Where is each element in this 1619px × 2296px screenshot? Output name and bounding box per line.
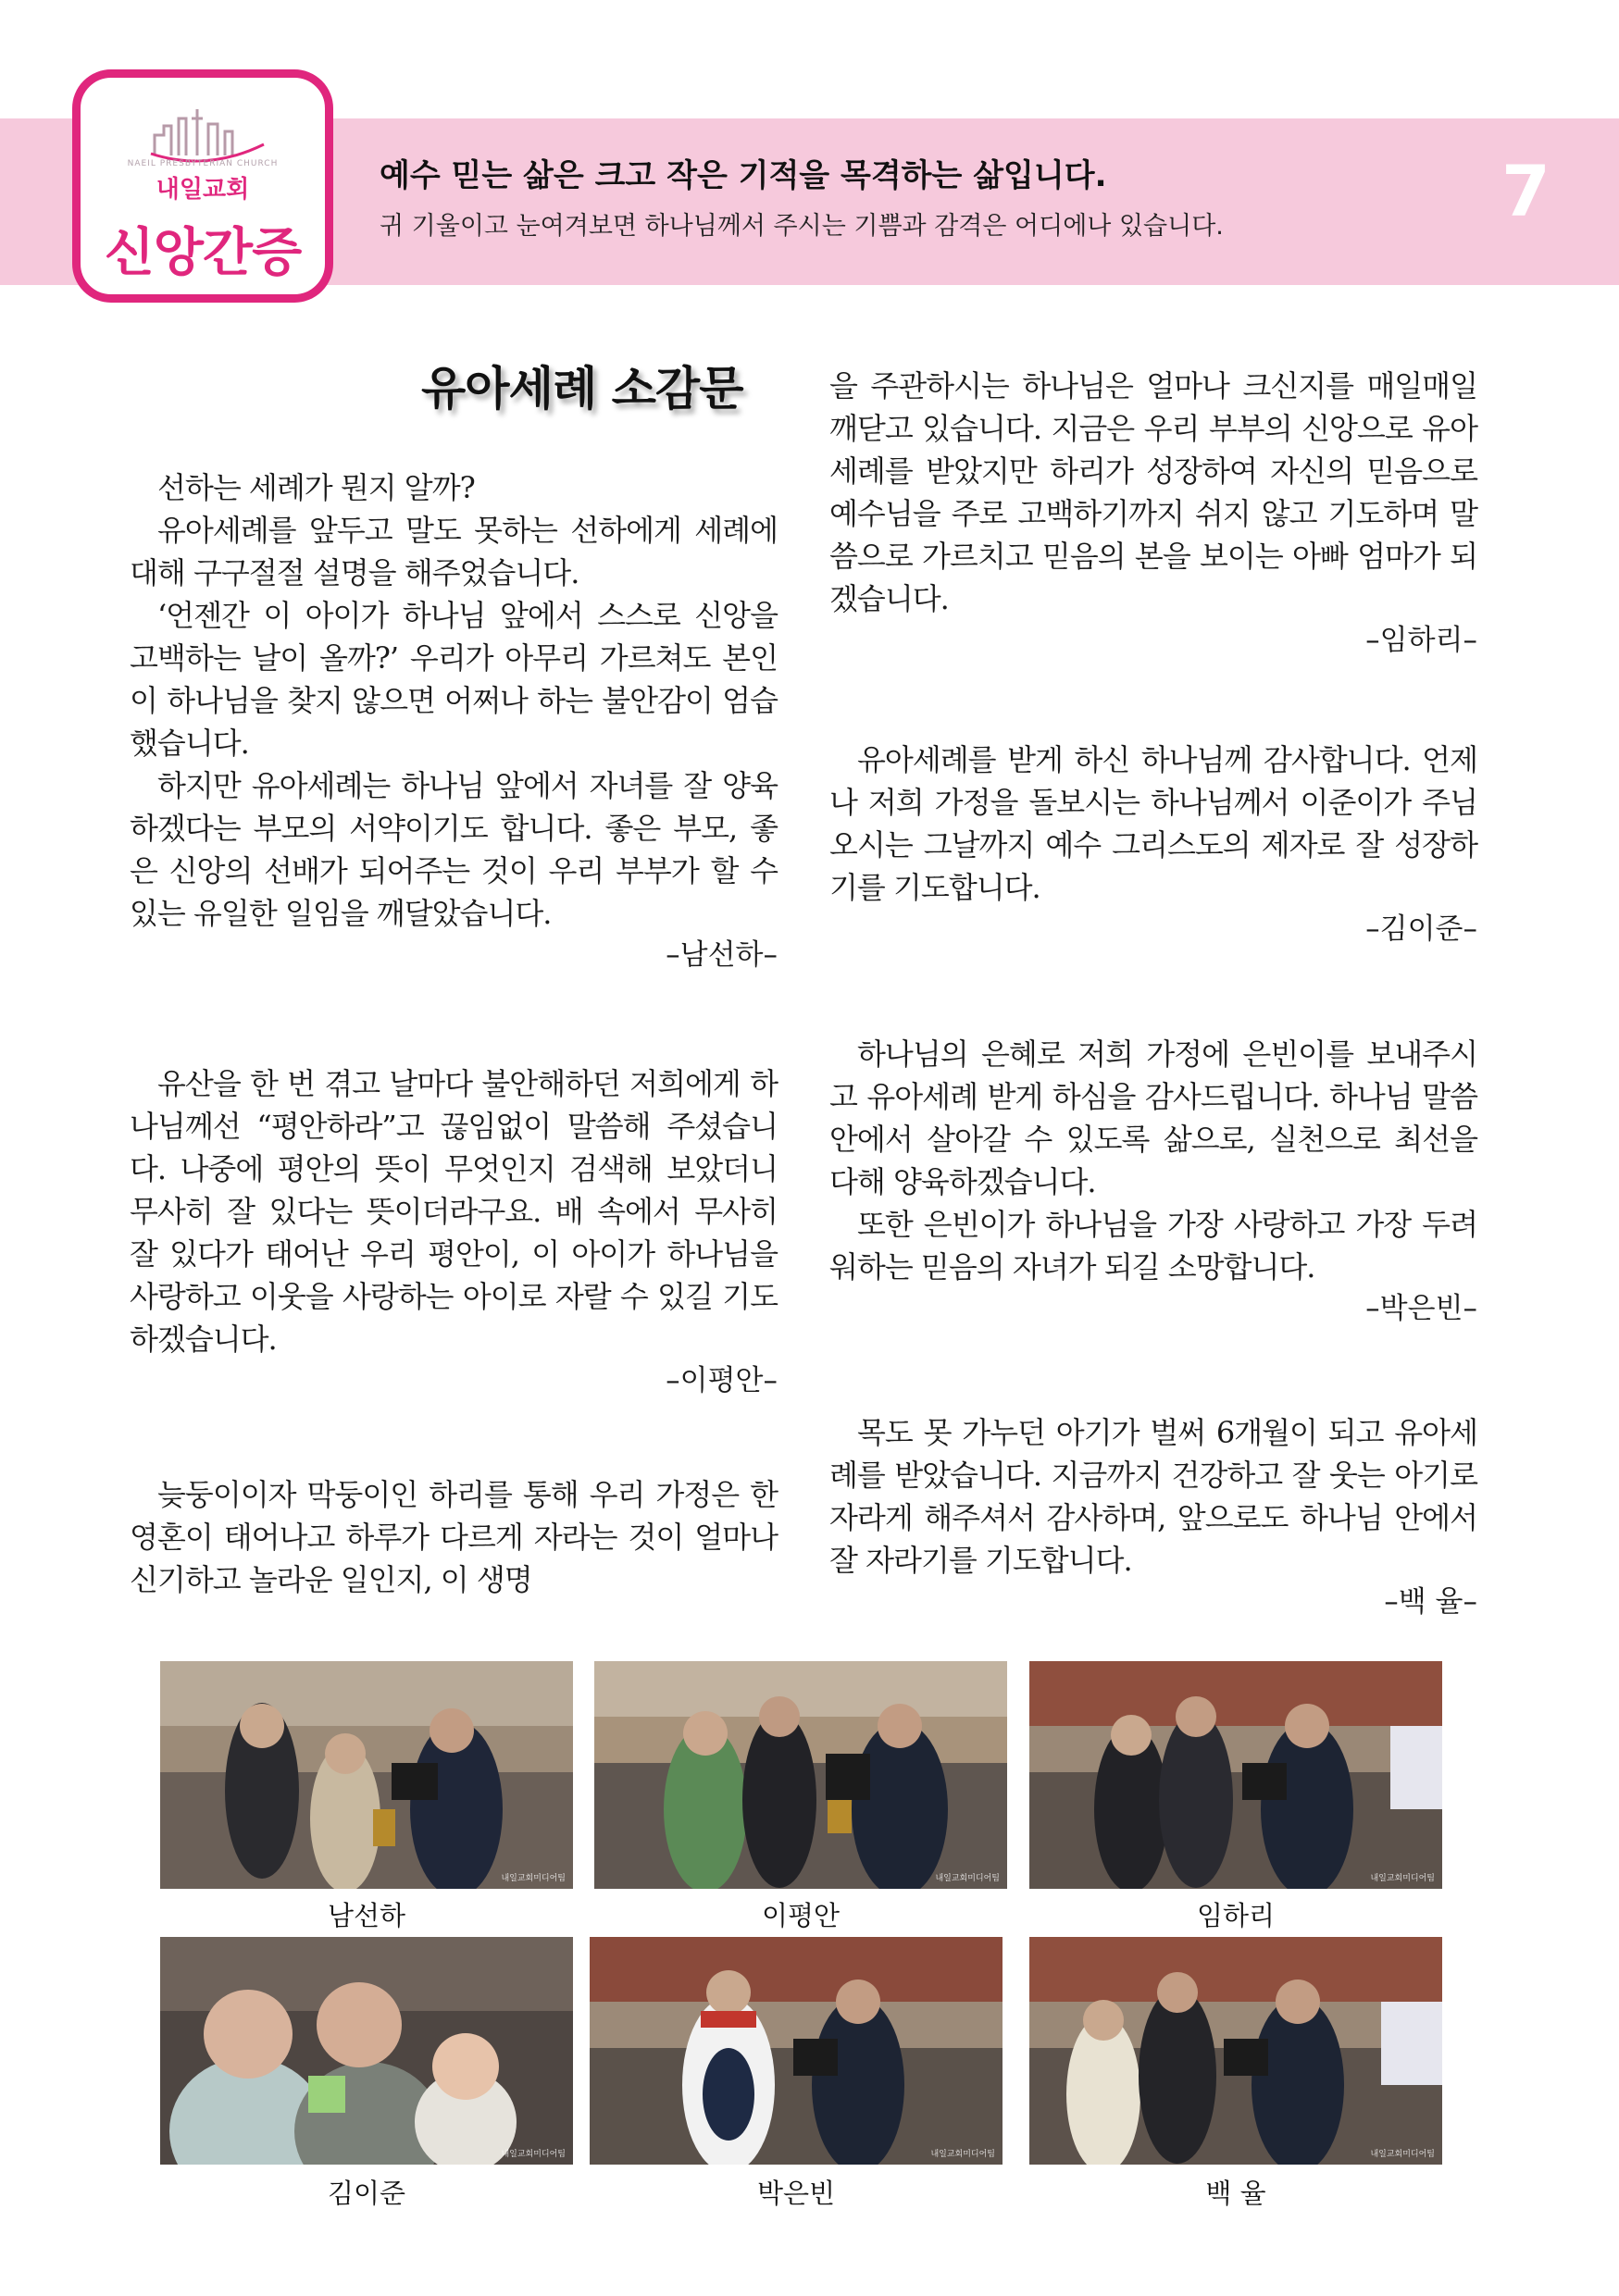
left-entry-3 <box>130 1473 778 1601</box>
photo-caption: 임하리 <box>1196 1900 1276 1931</box>
church-skyline-icon <box>147 98 268 163</box>
paragraph: 유아세례를 앞두고 말도 못하는 선하에게 세례에 대해 구구절절 설명을 해주었습니다. <box>130 513 778 590</box>
left-entry-2 <box>130 1062 778 1401</box>
photo-placeholder-icon <box>160 1661 573 1889</box>
section-name: 신앙간증 <box>104 223 302 283</box>
article-title: 유아세례 소감문 <box>421 362 743 416</box>
baptism-photo <box>160 1661 573 1889</box>
photo-placeholder-icon <box>160 1937 573 2165</box>
photo-placeholder-icon <box>1029 1937 1442 2165</box>
photo-placeholder-icon <box>1029 1661 1442 1889</box>
photo-watermark: 내일교회미디어팀 <box>501 1874 566 1883</box>
signature: –남선하– <box>666 938 778 972</box>
paragraph: 늦둥이이자 막둥이인 하리를 통해 우리 가정은 한 영혼이 태어나고 하루가 다르게 자라는 것이 얼마나 신기하고 놀라운 일인지, 이 생명 <box>130 1477 778 1597</box>
photo-watermark: 내일교회미디어팀 <box>930 2150 995 2159</box>
photo-watermark: 내일교회미디어팀 <box>935 1874 1000 1883</box>
signature: –임하리– <box>1365 624 1477 657</box>
photo-caption: 박은빈 <box>756 2178 836 2209</box>
paragraph: 을 주관하시는 하나님은 얼마나 크신지를 매일매일 깨닫고 있습니다. 지금은 우리 부부의 신앙으로 유아세례를 받았지만 하리가 성장하여 자신의 믿음으로 예수님을 주로 고백하기까지 쉬지 않고 기도하며 말씀으로 가르치고 믿음의 본을 보이는 아빠 엄마가 되겠습니다. <box>829 368 1477 616</box>
paragraph: ‘언젠간 이 아이가 하나님 앞에서 스스로 신앙을 고백하는 날이 올까?’ 우리가 아무리 가르쳐도 본인이 하나님을 찾지 않으면 어쩌나 하는 불안감이 엄습했습니다. <box>130 598 778 761</box>
photo-watermark: 내일교회미디어팀 <box>501 2150 566 2159</box>
paragraph: 선하는 세례가 뭔지 알까? <box>157 470 475 505</box>
photo-watermark: 내일교회미디어팀 <box>1370 2150 1435 2159</box>
baptism-photo <box>160 1937 573 2165</box>
section-logo <box>72 69 333 303</box>
paragraph: 목도 못 가누던 아기가 벌써 6개월이 되고 유아세례를 받았습니다. 지금까지 건강하고 잘 웃는 아기로 자라게 해주셔서 감사하며, 앞으로도 하나님 안에서 잘 자라기를 기도합니다. <box>829 1415 1477 1578</box>
logo-church-name: 내일교회 <box>156 176 250 204</box>
photo-caption: 김이준 <box>327 2178 406 2209</box>
signature: –이평안– <box>666 1364 778 1397</box>
signature: –박은빈– <box>1365 1292 1477 1325</box>
header-subline: 귀 기울이고 눈여겨보면 하나님께서 주시는 기쁨과 감격은 어디에나 있습니다. <box>380 212 1224 241</box>
photo-placeholder-icon <box>590 1937 1003 2165</box>
photo-caption: 이평안 <box>761 1900 841 1931</box>
signature: –김이준– <box>1365 912 1477 946</box>
signature: –백 율– <box>1384 1585 1477 1619</box>
paragraph: 하나님의 은혜로 저희 가정에 은빈이를 보내주시고 유아세례 받게 하심을 감사드립니다. 하나님 말씀 안에서 살아갈 수 있도록 삶으로, 실천으로 최선을 다해 양육하겠습니다. <box>829 1036 1477 1199</box>
paragraph: 유아세례를 받게 하신 하나님께 감사합니다. 언제나 저희 가정을 돌보시는 하나님께서 이준이가 주님 오시는 그날까지 예수 그리스도의 제자로 잘 성장하기를 기도합니다. <box>829 742 1477 905</box>
right-entry-4 <box>829 738 1477 949</box>
photo-watermark: 내일교회미디어팀 <box>1370 1874 1435 1883</box>
photo-caption: 남선하 <box>327 1900 406 1931</box>
baptism-photo <box>594 1661 1007 1889</box>
paragraph: 하지만 유아세례는 하나님 앞에서 자녀를 잘 양육하겠다는 부모의 서약이기도 합니다. 좋은 부모, 좋은 신앙의 선배가 되어주는 것이 우리 부부가 할 수 있는 유일한 일임을 깨달았습니다. <box>130 768 778 931</box>
paragraph: 유산을 한 번 겪고 날마다 불안해하던 저희에게 하나님께선 “평안하라”고 끊임없이 말씀해 주셨습니다. 나중에 평안의 뜻이 무엇인지 검색해 보았더니 무사히 잘 있다는 뜻이더라구요. 배 속에서 무사히 잘 있다가 태어난 우리 평안이, 이 아이가 하나님을 사랑하고 이웃을 사랑하는 아이로 자랄 수 있길 기도하겠습니다. <box>130 1066 778 1357</box>
right-entry-6 <box>829 1411 1477 1622</box>
baptism-photo <box>1029 1937 1442 2165</box>
photo-placeholder-icon <box>594 1661 1007 1889</box>
header-headline: 예수 믿는 삶은 크고 작은 기적을 목격하는 삶입니다. <box>380 157 1107 194</box>
left-entry-1 <box>130 466 778 975</box>
paragraph: 또한 은빈이가 하나님을 가장 사랑하고 가장 두려워하는 믿음의 자녀가 되길 소망합니다. <box>829 1207 1477 1285</box>
page-number: 7 <box>1501 150 1551 232</box>
baptism-photo <box>590 1937 1003 2165</box>
logo-english-name: NAEIL PRESBYTERIAN CHURCH <box>127 159 279 168</box>
right-entry-5 <box>829 1033 1477 1329</box>
baptism-photo <box>1029 1661 1442 1889</box>
right-entry-3-continued <box>829 365 1477 661</box>
photo-caption: 백 율 <box>1205 2178 1266 2209</box>
